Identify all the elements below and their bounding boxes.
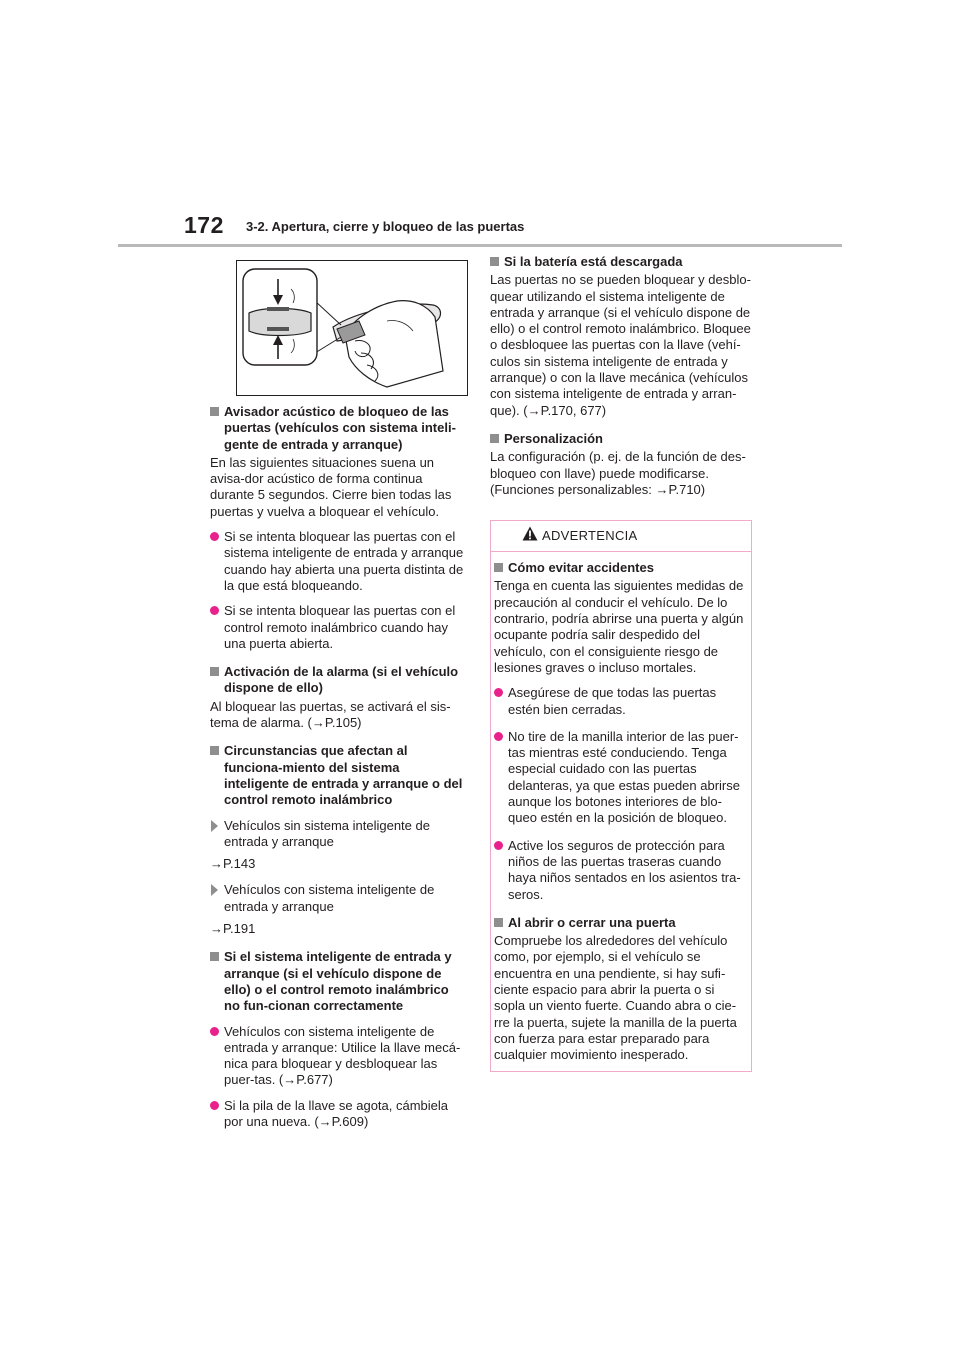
arrow-right-icon	[211, 884, 218, 896]
paragraph-customization: La configuración (p. ej. de la función de des-bloqueo con llave) puede modificarse. (Funciones personalizables: →P.710)	[490, 449, 746, 497]
arrow-right-icon	[211, 820, 218, 832]
paragraph-avoid-accidents: Tenga en cuenta las siguientes medidas de precaución al conducir el vehículo. De lo contrario, podría abrirse una puerta y algún ocupante podría salir despedido del vehículo, con el consiguiente riesgo de lesiones graves o incluso mortales.	[494, 578, 744, 675]
bullet-dot-icon	[210, 1027, 219, 1036]
bullet-dot-icon	[494, 841, 503, 850]
warning-triangle-icon	[522, 526, 538, 541]
heading-avoid-accidents: Cómo evitar accidentes	[494, 560, 745, 576]
header-rule	[118, 244, 842, 247]
heading-open-close-door: Al abrir o cerrar una puerta	[494, 915, 745, 931]
heading-malfunction: Si el sistema inteligente de entrada y arranque (si el vehículo dispone de ello) o el control remoto inalámbrico no fun-cionan correctamente	[210, 949, 468, 1014]
bullet-item: Si se intenta bloquear las puertas con el sistema inteligente de entrada y arranque cuando hay abierta una puerta distinta de la que está bloqueando.	[210, 529, 468, 594]
heading-square-icon	[494, 918, 503, 927]
running-header: 3-2. Apertura, cierre y bloqueo de las puertas	[246, 219, 525, 234]
arrow-item: Vehículos sin sistema inteligente de entrada y arranque	[210, 818, 468, 851]
warning-header	[491, 521, 751, 552]
bullet-item: Active los seguros de protección para niños de las puertas traseras cuando haya niños sentados en los asientos tra-seros.	[494, 838, 745, 903]
heading-battery: Si la batería está descargada	[490, 254, 752, 270]
heading-square-icon	[490, 434, 499, 443]
paragraph-open-close-door: Compruebe los alrededores del vehículo como, por ejemplo, si el vehículo se encuentra en una pendiente, si hay sufi-ciente espacio para abrir la puerta o si sopla un viento fuerte. Cuando abra o cie-rre la puerta, sujete la manilla de la puerta con fuerza para estar preparado para cualquier movimiento inesperado.	[494, 933, 737, 1063]
door-handle-illustration	[236, 260, 468, 396]
right-column	[490, 254, 752, 1072]
heading-square-icon	[210, 407, 219, 416]
heading-circumstances: Circunstancias que afectan al funciona-miento del sistema inteligente de entrada y arranque o del control remoto inalámbrico	[210, 743, 468, 808]
heading-square-icon	[490, 257, 499, 266]
paragraph-battery: Las puertas no se pueden bloquear y desblo-quear utilizando el sistema inteligente de entrada y arranque (si el vehículo dispone de ello) o el control remoto inalámbrico. Bloquee o desbloquee las puertas con la llave (vehí-culos sin sistema inteligente de entrada y arranque) o con la llave mecánica (vehículos con sistema inteligente de entrada y arran-que). (→P.170, 677)	[490, 272, 751, 418]
warning-body	[491, 560, 751, 1071]
paragraph-alarm: Al bloquear las puertas, se activará el sis-tema de alarma. (→P.105)	[210, 698, 451, 731]
page-number: 172	[184, 212, 224, 238]
heading-customization: Personalización	[490, 431, 752, 447]
heading-square-icon	[210, 667, 219, 676]
bullet-item: Si se intenta bloquear las puertas con el control remoto inalámbrico cuando hay una puerta abierta.	[210, 603, 468, 652]
heading-lock-buzzer: Avisador acústico de bloqueo de las puertas (vehículos con sistema inteli-gente de entrada y arranque)	[210, 404, 468, 453]
bullet-item: No tire de la manilla interior de las puer-tas mientras esté conduciendo. Tenga especial cuidado con las puertas delanteras, ya que estas pueden abrirse aunque los botones interiores de blo-queo estén en la posición de bloqueo.	[494, 729, 745, 827]
heading-square-icon	[210, 952, 219, 961]
bullet-dot-icon	[210, 532, 219, 541]
bullet-item: Vehículos con sistema inteligente de entrada y arranque: Utilice la llave mecá-nica para bloquear y desbloquear las puer-tas. (→P.677)	[210, 1024, 468, 1089]
bullet-dot-icon	[494, 688, 503, 697]
warning-box	[490, 520, 752, 1072]
paragraph-lock-buzzer: En las siguientes situaciones suena un avisa-dor acústico de forma continua durante 5 segundos. Cierre bien todas las puertas y vuelva a bloquear el vehículo.	[210, 454, 452, 519]
bullet-dot-icon	[210, 606, 219, 615]
bullet-dot-icon	[494, 732, 503, 741]
warning-title: ADVERTENCIA	[542, 528, 638, 544]
door-handle-drawing	[237, 261, 468, 396]
heading-square-icon	[494, 563, 503, 572]
page-reference: →P.191	[210, 921, 256, 937]
heading-alarm: Activación de la alarma (si el vehículo dispone de ello)	[210, 664, 468, 697]
left-column	[210, 260, 468, 1130]
heading-square-icon	[210, 746, 219, 755]
bullet-item: Si la pila de la llave se agota, cámbiela por una nueva. (→P.609)	[210, 1098, 468, 1131]
page-reference: →P.143	[210, 856, 256, 872]
bullet-dot-icon	[210, 1101, 219, 1110]
arrow-item: Vehículos con sistema inteligente de entrada y arranque	[210, 882, 468, 915]
bullet-item: Asegúrese de que todas las puertas estén bien cerradas.	[494, 685, 745, 718]
